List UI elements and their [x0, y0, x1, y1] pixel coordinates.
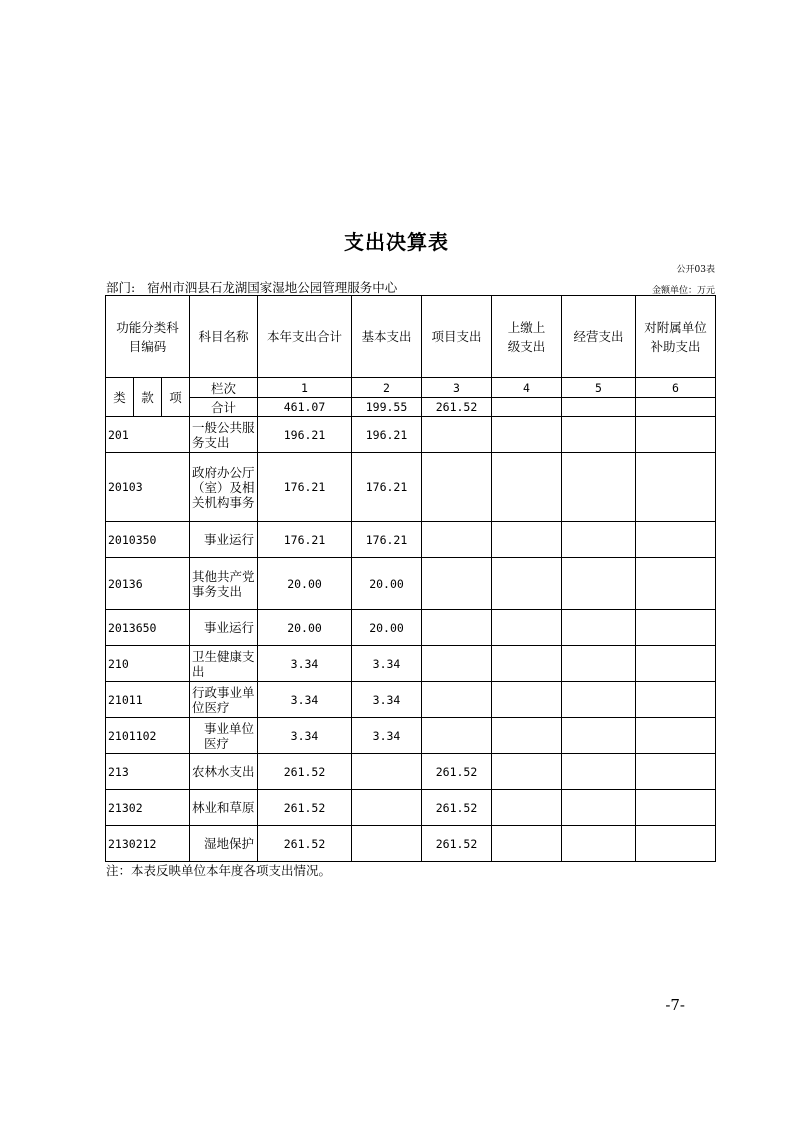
amount-unit: 金额单位：万元 [651, 286, 715, 296]
row-project [422, 718, 492, 754]
sub-header-kuan: 款 [134, 378, 162, 417]
row-code: 20136 [106, 558, 190, 610]
sub-header-lanci: 栏次 [190, 378, 258, 398]
page-number: -7- [665, 996, 685, 1014]
column-number: 4 [492, 378, 562, 398]
total-subsidy [636, 398, 716, 417]
row-basic: 3.34 [352, 682, 422, 718]
table-row [106, 453, 716, 522]
row-code: 2130212 [106, 826, 190, 862]
header-basic: 基本支出 [352, 296, 422, 378]
table-row [106, 718, 716, 754]
row-total: 261.52 [258, 790, 352, 826]
row-code: 21011 [106, 682, 190, 718]
row-name: 行政事业单位医疗 [190, 682, 258, 718]
row-code: 2013650 [106, 610, 190, 646]
row-code: 2010350 [106, 522, 190, 558]
header-code: 功能分类科目编码 [106, 296, 190, 378]
row-name: 事业运行 [190, 610, 258, 646]
row-basic: 196.21 [352, 417, 422, 453]
column-number: 2 [352, 378, 422, 398]
row-total: 20.00 [258, 558, 352, 610]
row-name: 农林水支出 [190, 754, 258, 790]
form-number: 公开03表 [676, 265, 715, 275]
department-label: 部门: [106, 280, 136, 295]
row-basic: 176.21 [352, 522, 422, 558]
row-total: 3.34 [258, 682, 352, 718]
sub-header-xiang: 项 [162, 378, 190, 417]
table-row [106, 682, 716, 718]
total-upper [492, 398, 562, 417]
total-row [106, 398, 716, 417]
row-project: 261.52 [422, 754, 492, 790]
row-name: 一般公共服务支出 [190, 417, 258, 453]
row-name: 政府办公厅（室）及相关机构事务 [190, 453, 258, 522]
table-row [106, 754, 716, 790]
row-total: 176.21 [258, 453, 352, 522]
row-basic: 3.34 [352, 718, 422, 754]
row-basic: 176.21 [352, 453, 422, 522]
row-project [422, 522, 492, 558]
table-row [106, 646, 716, 682]
total-amount: 461.07 [258, 398, 352, 417]
page-title: 支出决算表 [344, 230, 449, 254]
row-name: 卫生健康支出 [190, 646, 258, 682]
column-number: 1 [258, 378, 352, 398]
column-number: 5 [562, 378, 636, 398]
row-total: 176.21 [258, 522, 352, 558]
row-total: 261.52 [258, 754, 352, 790]
row-basic [352, 826, 422, 862]
header-project: 项目支出 [422, 296, 492, 378]
row-total: 3.34 [258, 718, 352, 754]
row-code: 21302 [106, 790, 190, 826]
total-basic: 199.55 [352, 398, 422, 417]
row-name: 事业运行 [190, 522, 258, 558]
department-line [106, 278, 397, 296]
row-code: 20103 [106, 453, 190, 522]
row-name: 事业单位医疗 [190, 718, 258, 754]
row-project [422, 558, 492, 610]
row-name: 林业和草原 [190, 790, 258, 826]
row-project: 261.52 [422, 826, 492, 862]
header-subsidy: 对附属单位补助支出 [636, 296, 716, 378]
header-name: 科目名称 [190, 296, 258, 378]
table-row [106, 417, 716, 453]
row-total: 261.52 [258, 826, 352, 862]
column-number: 6 [636, 378, 716, 398]
row-project [422, 646, 492, 682]
row-basic [352, 754, 422, 790]
row-total: 196.21 [258, 417, 352, 453]
row-name: 湿地保护 [190, 826, 258, 862]
row-project [422, 417, 492, 453]
row-code: 210 [106, 646, 190, 682]
total-business [562, 398, 636, 417]
sub-header-lei: 类 [106, 378, 134, 417]
header-row [106, 296, 716, 378]
row-code: 2101102 [106, 718, 190, 754]
header-business: 经营支出 [562, 296, 636, 378]
table-row [106, 610, 716, 646]
header-upper: 上缴上级支出 [492, 296, 562, 378]
row-basic: 20.00 [352, 610, 422, 646]
column-number-row [106, 378, 716, 398]
row-basic [352, 790, 422, 826]
sub-header-heji: 合计 [190, 398, 258, 417]
row-project [422, 453, 492, 522]
header-total: 本年支出合计 [258, 296, 352, 378]
total-project: 261.52 [422, 398, 492, 417]
row-project [422, 610, 492, 646]
row-name: 其他共产党事务支出 [190, 558, 258, 610]
row-code: 201 [106, 417, 190, 453]
table-row [106, 522, 716, 558]
row-total: 3.34 [258, 646, 352, 682]
row-project [422, 682, 492, 718]
row-total: 20.00 [258, 610, 352, 646]
table-row [106, 558, 716, 610]
row-basic: 3.34 [352, 646, 422, 682]
column-number: 3 [422, 378, 492, 398]
table-row [106, 790, 716, 826]
department-name: 宿州市泗县石龙湖国家湿地公园管理服务中心 [147, 280, 398, 295]
table-row [106, 826, 716, 862]
expenditure-table [105, 295, 716, 862]
row-project: 261.52 [422, 790, 492, 826]
table-note: 注：本表反映单位本年度各项支出情况。 [106, 863, 332, 878]
row-basic: 20.00 [352, 558, 422, 610]
row-code: 213 [106, 754, 190, 790]
